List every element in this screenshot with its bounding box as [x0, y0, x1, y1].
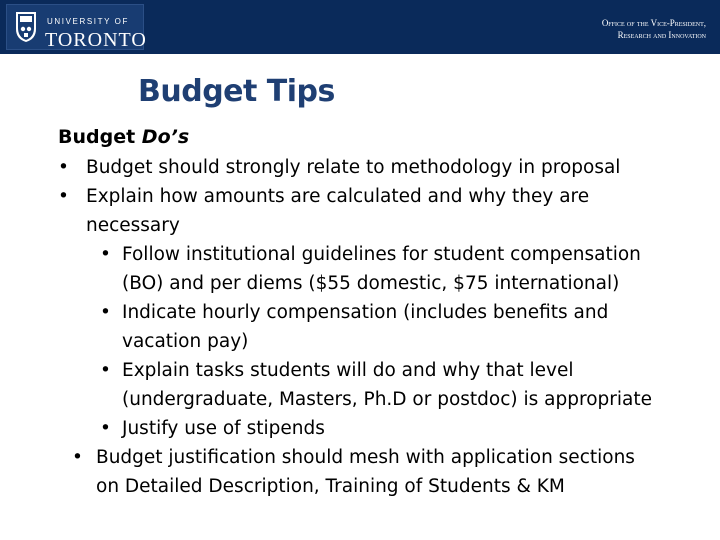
office-name: [602, 17, 706, 41]
office-line-2: Research and Innovation: [617, 30, 706, 40]
logo-toronto: TORONTO: [45, 29, 147, 51]
crest-icon: [15, 11, 37, 43]
bullet-icon: •: [72, 447, 83, 468]
list-item-text: Follow institutional guidelines for student compensation: [122, 244, 641, 265]
list-item-text: Indicate hourly compensation (includes benefits and: [122, 302, 609, 323]
list-item-text: vacation pay): [122, 331, 249, 352]
bullet-icon: •: [100, 302, 111, 323]
page-title: Budget Tips: [138, 74, 335, 109]
list-item-text: Budget should strongly relate to methodology in proposal: [86, 157, 621, 178]
list-item-text: Budget justification should mesh with application sections: [96, 447, 635, 468]
bullet-icon: •: [100, 244, 111, 265]
logo-university-of: UNIVERSITY OF: [47, 17, 129, 26]
bullet-icon: •: [100, 360, 111, 381]
office-line-1: Office of the Vice-President,: [601, 18, 706, 28]
list-item-text: necessary: [86, 215, 180, 236]
section-heading-prefix: Budget: [58, 126, 142, 148]
bullet-icon: •: [58, 157, 69, 178]
list-item-text: Explain how amounts are calculated and why they are: [86, 186, 590, 207]
list-item-text: (undergraduate, Masters, Ph.D or postdoc) is appropriate: [122, 389, 652, 410]
list-item-text: Explain tasks students will do and why that level: [122, 360, 574, 381]
section-heading-italic: Do’s: [141, 126, 190, 148]
list-item-text: (BO) and per diems ($55 domestic, $75 international): [122, 273, 620, 294]
bullet-icon: •: [58, 186, 69, 207]
header-bar: [0, 0, 720, 54]
section-heading: [58, 126, 189, 148]
university-logo[interactable]: [6, 4, 147, 51]
bullet-icon: •: [100, 418, 111, 439]
list-item-text: Justify use of stipends: [122, 418, 325, 439]
list-item-text: on Detailed Description, Training of Students & KM: [96, 476, 565, 497]
